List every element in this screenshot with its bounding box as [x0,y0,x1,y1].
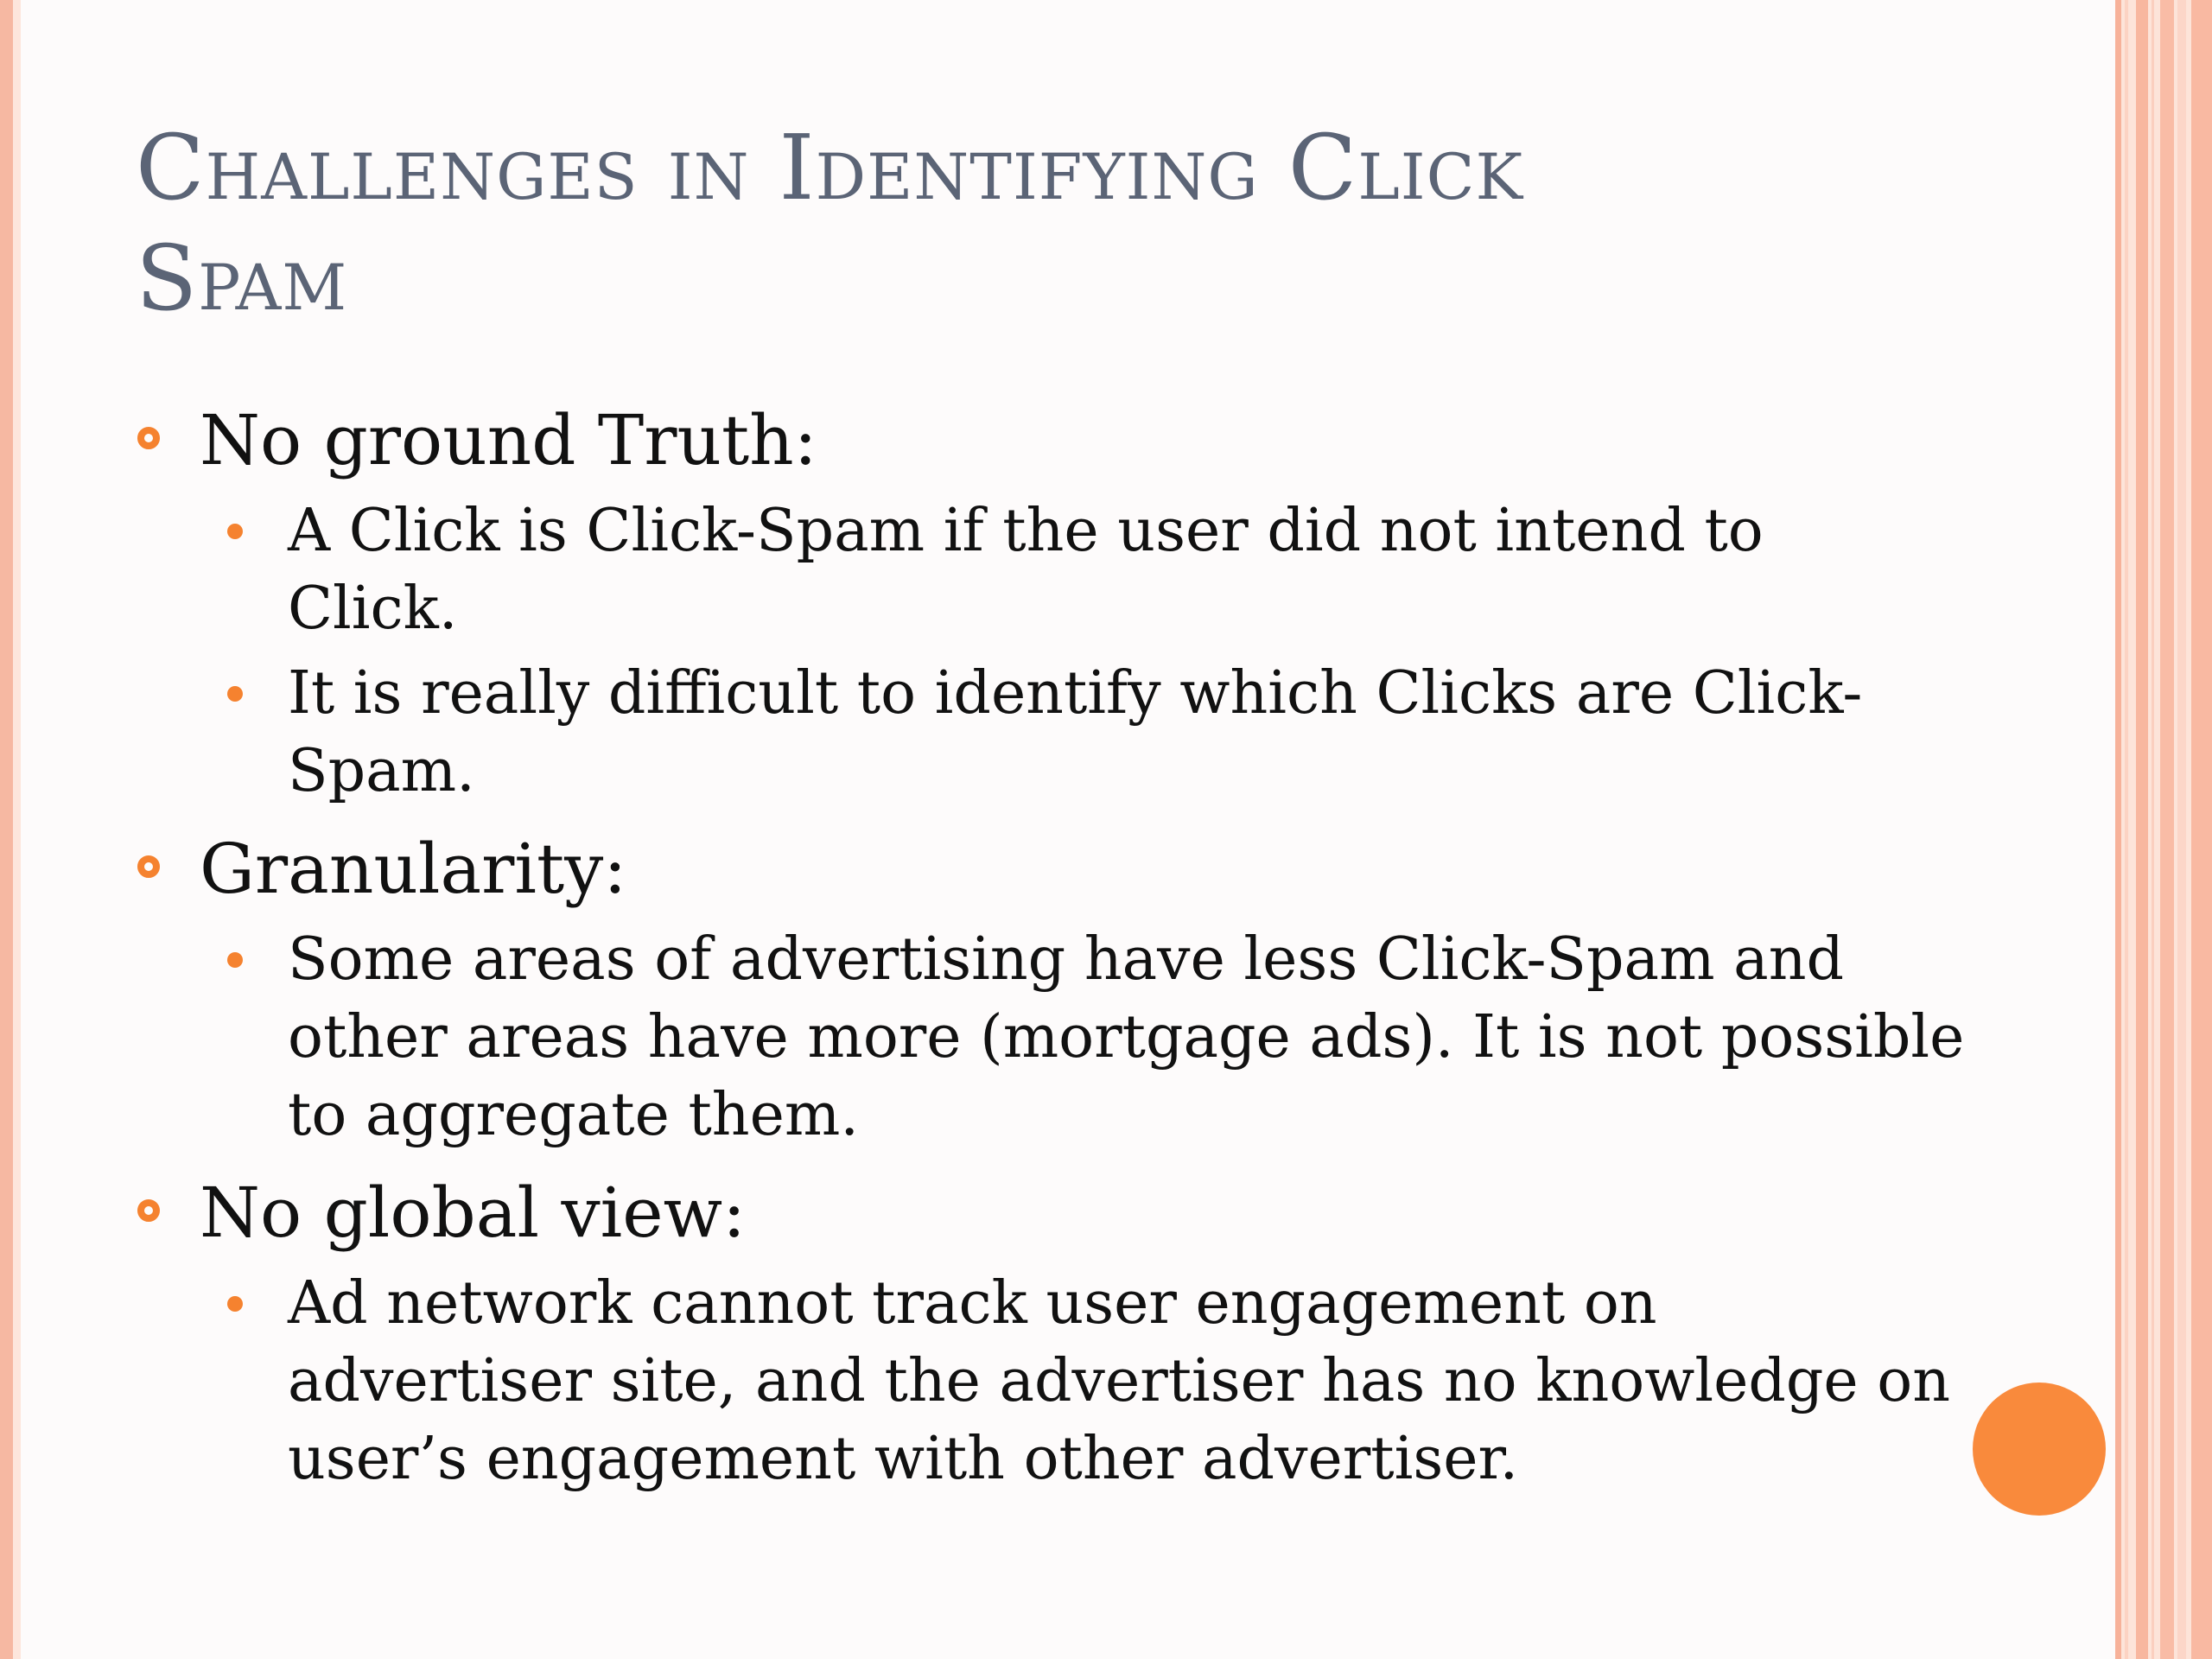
hollow-circle-bullet-icon [137,855,160,878]
bullet-text: Ad network cannot track user engagement on advertiser site, and the advertiser has no knowledge on user’s engagement with other advertiser. [288,1269,1951,1493]
decorative-orange-circle [1973,1382,2106,1516]
dot-bullet-icon [227,524,243,539]
right-stripe [2160,0,2174,1659]
section-heading: No global view: [200,1173,747,1253]
bullet-text: A Click is Click-Spam if the user did not intend to Click. [288,497,1764,643]
bullet-level1 [136,824,1967,914]
bullet-text: Some areas of advertising have less Click-Spam and other areas have more (mortgage ads). It is not possible to aggregate them. [288,925,1965,1149]
dot-bullet-icon [227,952,243,968]
title-line-2: Spam [136,226,348,331]
bullet-level2 [136,1265,1967,1498]
right-stripe [2191,0,2212,1659]
bullet-level2 [136,655,1967,810]
right-stripe [2177,0,2186,1659]
right-stripe [2136,0,2148,1659]
dot-bullet-icon [227,686,243,702]
section-heading: No ground Truth: [200,400,817,480]
bullet-level1 [136,1168,1967,1258]
slide-title [136,112,2037,334]
right-stripe [2115,0,2121,1659]
section-heading: Granularity: [200,829,627,909]
dot-bullet-icon [227,1296,243,1312]
slide-body [136,396,1967,1498]
right-stripe [2152,0,2154,1659]
bullet-level2 [136,493,1999,648]
bullet-level2 [136,921,1967,1154]
left-accent-stripe-inner [13,0,21,1659]
bullet-level1 [136,396,1967,486]
bullet-text: It is really difficult to identify which Clicks are Click-Spam. [288,659,1863,805]
title-line-1: Challenges in Identifying Click [136,115,1524,220]
right-stripe [2125,0,2128,1659]
hollow-circle-bullet-icon [137,1199,160,1222]
hollow-circle-bullet-icon [137,427,160,449]
left-accent-stripe [0,0,13,1659]
